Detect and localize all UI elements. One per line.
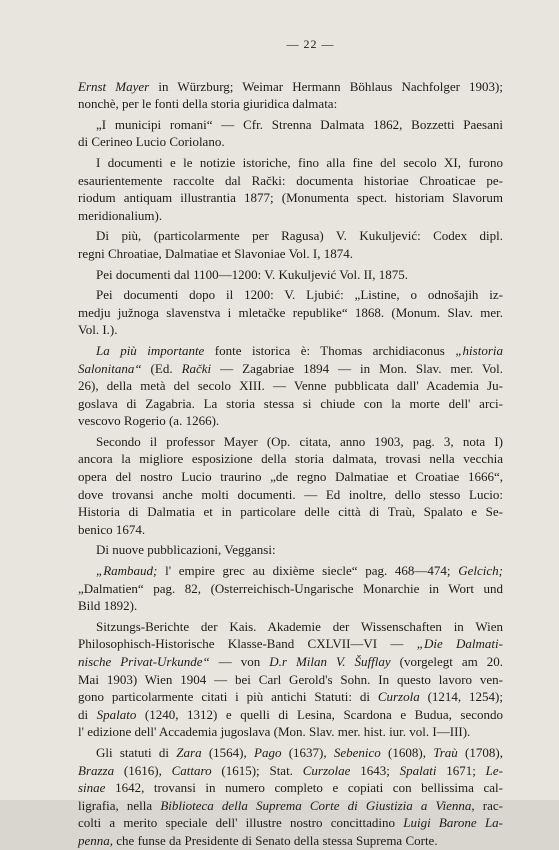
page-number: — 22 — (286, 37, 335, 51)
italic-run: „Rambaud; (96, 563, 158, 579)
text-run: (1615); Stat. (211, 762, 303, 778)
italic-run: Brazza (78, 762, 115, 778)
text-line (78, 618, 503, 636)
text-run: esaurientemente raccolte dal Rački: documenta historiae Chroaticae pe- (78, 172, 503, 188)
text-run: (1708), (457, 744, 503, 760)
italic-run: penna, (78, 832, 114, 848)
text-line (78, 95, 503, 113)
text-run: ancora la migliore esposizione della storia dalmata, trovasi nella vecchia (78, 451, 503, 467)
text-run: Pei documenti dopo il 1200: V. Ljubić: „Listine, o odnošajih iz- (96, 287, 503, 303)
italic-run: Salonitana“ (78, 360, 142, 376)
text-run: 1643; (350, 762, 400, 778)
text-run: 26), della metà del secolo XIII. — Venne pubblicata dall' Academia Ju- (78, 378, 503, 394)
text-run: (vorgelegt am 20. (390, 654, 504, 669)
text-run: 1642, trovansi in numero completo e copiati con bellissima cal- (105, 780, 503, 796)
text-line (78, 779, 503, 797)
italic-run: Le- (485, 762, 503, 778)
text-line (78, 541, 503, 559)
text-run: Di più, (particolarmente per Ragusa) V. Kukuljević: Codex dipl. (96, 228, 503, 244)
text-run: „Dalmatien“ pag. 82, (Osterreichisch-Ungarische Monarchie in Wort und (78, 580, 503, 596)
italic-run: „Die Dalmati- (416, 636, 503, 652)
text-line (78, 395, 503, 413)
text-line (78, 412, 503, 430)
text-line (78, 360, 503, 378)
text-run: dove trovansi anche molti documenti. — Ed inoltre, dello stesso Lucio: (78, 486, 503, 502)
text-line (78, 227, 503, 245)
italic-run: Ernst Mayer (78, 78, 150, 94)
paragraph (78, 562, 503, 615)
text-run: 1671; (436, 762, 486, 778)
text-line (78, 286, 503, 304)
text-line (78, 266, 503, 284)
italic-run: Rački (181, 360, 212, 376)
text-run: che funse da Presidente di Senato della stessa Suprema Corte. (113, 832, 438, 848)
text-run: gono particolarmente citati i più antichi Statuti: di (78, 689, 378, 705)
text-run: Vol. I.). (78, 322, 118, 338)
text-run: Philosophisch-Historische Klasse-Band CXLVII—VI — (78, 636, 417, 652)
text-run: Bild 1892). (78, 598, 138, 614)
text-line (78, 832, 503, 850)
text-line (78, 450, 503, 468)
text-run: opera del nostro Lucio traurino „de regno Dalmatiae et Croatiae 1666“, (78, 469, 503, 485)
paragraph (78, 227, 503, 262)
text-line (78, 723, 503, 741)
text-run: riodum antiquam illustrantia 1877; (Monumenta spect. historiam Slavorum (78, 190, 503, 206)
text-run: nonchè, per le fonti della storia giuridica dalmata: (78, 96, 338, 112)
italic-run: Biblioteca della Suprema Corte di Giustizia a Vienna, (160, 797, 475, 813)
text-run: benico 1674. (78, 521, 146, 537)
text-line (78, 688, 503, 706)
text-line (78, 321, 503, 339)
text-line (78, 116, 503, 134)
text-line (78, 653, 503, 671)
paragraph (78, 78, 503, 113)
paragraph (78, 154, 503, 224)
text-run: regni Chroatiae, Dalmatiae et Slavoniae Vol. I, 1874. (78, 245, 353, 261)
text-run: I documenti e le notizie istoriche, fino alla fine del secolo XI, furono (96, 154, 503, 170)
text-run: ligrafia, nella (78, 797, 161, 813)
text-line (78, 78, 503, 96)
text-run: colti a merito speciale dell' illustre nostro concittadino (78, 815, 404, 831)
text-run: (1616), (114, 762, 172, 778)
text-run: „I municipi romani“ — Cfr. Strenna Dalmata 1862, Bozzetti Paesani (96, 116, 503, 132)
text-run: (1240, 1312) e quelli di Lesina, Scardona e Budua, secondo (136, 706, 503, 722)
italic-run: Gelcich; (458, 563, 503, 579)
text-run: Gli statuti di (96, 744, 177, 760)
italic-run: Cattaro (171, 762, 212, 778)
text-line (78, 814, 503, 832)
text-run: di (78, 706, 97, 722)
text-line (78, 706, 503, 724)
text-run: Di nuove pubblicazioni, Veggansi: (96, 542, 276, 558)
text-line (78, 245, 503, 263)
text-run: in Würzburg; Weimar Hermann Böhlaus Nachfolger 1903); (149, 78, 503, 94)
paragraph (78, 266, 503, 284)
text-run: Historia di Dalmatia et in particolare delle città di Traù, Spalato e Se- (78, 504, 503, 520)
italic-run: Sebenico (333, 744, 381, 760)
text-line (78, 468, 503, 486)
text-run: Sitzungs-Berichte der Kais. Akademie der Wissenschaften in Wien (96, 618, 503, 634)
text-run: — von (209, 654, 270, 669)
italic-run: Spalati (399, 762, 437, 778)
text-run: vescovo Rogerio (a. 1266). (78, 413, 220, 429)
text-line (78, 797, 503, 815)
text-line (78, 744, 503, 762)
text-run: meridionalium). (78, 207, 163, 223)
paragraph (78, 286, 503, 339)
text-run: rac- (474, 797, 503, 813)
text-run: (1608), (380, 744, 434, 760)
text-line (78, 342, 503, 360)
italic-run: Curzola (377, 689, 420, 705)
text-run: (1214, 1254); (419, 689, 503, 705)
text-run: Secondo il professor Mayer (Op. citata, anno 1903, pag. 3, nota I) (96, 433, 503, 449)
text-run: — Zagabriae 1894 — in Mon. Slav. mer. Vol. (211, 360, 504, 376)
italic-run: Luigi Barone La- (403, 815, 503, 831)
text-line (78, 304, 503, 322)
text-line (78, 207, 503, 225)
text-line (78, 486, 503, 504)
text-run: fonte istorica è: Thomas archidiaconus (204, 342, 456, 358)
paragraph (78, 541, 503, 559)
italic-run: Zara (176, 744, 202, 760)
italic-run: La più importante (96, 342, 205, 358)
paragraph (78, 744, 503, 850)
paragraph (78, 618, 503, 741)
text-line (78, 597, 503, 615)
text-line (78, 189, 503, 207)
text-run: goslava di Zagabria. La storia stessa si chiude con la morte dell' arci- (78, 395, 503, 411)
text-line (78, 671, 503, 689)
text-line (78, 433, 503, 451)
text-line (78, 503, 503, 521)
paragraph (78, 116, 503, 151)
italic-run: D.r Milan V. Šufflay (269, 654, 391, 669)
paragraph (78, 433, 503, 539)
body-text (78, 78, 503, 850)
text-run: Pei documenti dal 1100—1200: V. Kukuljević Vol. II, 1875. (96, 266, 408, 282)
text-line (78, 154, 503, 172)
text-run: medju južnoga slavenstva i mletačke republike“ 1868. (Monum. Slav. mer. (78, 304, 503, 320)
italic-run: Spalato (96, 706, 137, 722)
italic-run: Traù (433, 744, 458, 760)
text-run: di Cerineo Lucio Coriolano. (78, 134, 225, 150)
text-line (78, 377, 503, 395)
text-line (78, 580, 503, 598)
italic-run: Curzolae (302, 762, 351, 778)
text-run: (Ed. (141, 360, 182, 376)
text-line (78, 133, 503, 151)
italic-run: „historia (455, 342, 503, 358)
text-run: Mai 1903) Wien 1904 — bei Carl Gerold's Sohn. In questo lavoro ven- (78, 671, 503, 687)
text-run: (1637), (281, 744, 334, 760)
italic-run: sinae (78, 780, 106, 796)
italic-run: nische Privat-Urkunde“ (78, 654, 210, 669)
text-line (78, 762, 503, 780)
text-line (78, 635, 503, 653)
text-run: l' empire grec au dixième siecle“ pag. 468—474; (157, 563, 459, 579)
text-line (78, 562, 503, 580)
paragraph (78, 342, 503, 430)
text-line (78, 521, 503, 539)
text-line (78, 172, 503, 190)
italic-run: Pago (254, 744, 282, 760)
text-run: (1564), (201, 744, 254, 760)
text-run: l' edizione dell' Accademia jugoslava (Mon. Slav. mer. hist. iur. vol. I—III). (78, 724, 471, 740)
